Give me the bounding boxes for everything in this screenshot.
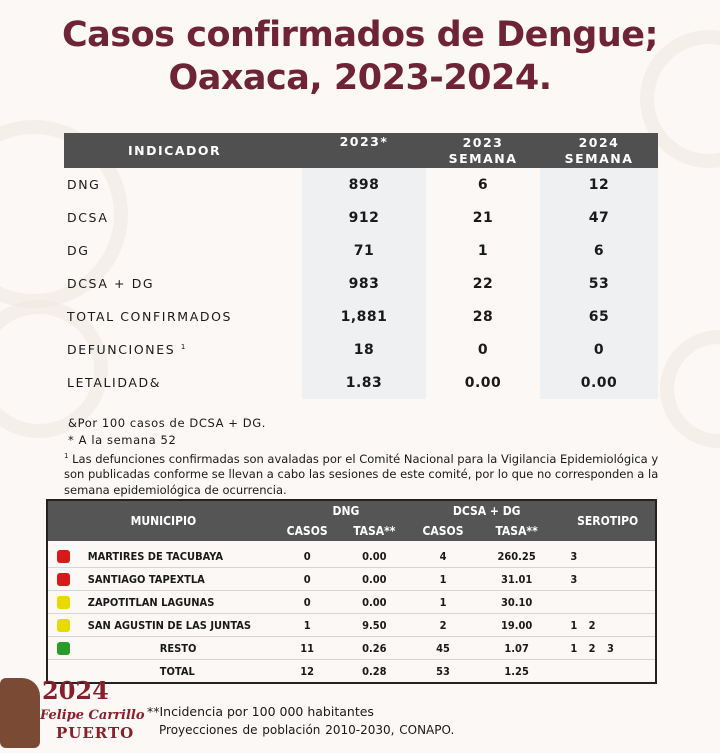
red-status-icon [57, 573, 70, 586]
footnote-incidencia: **Incidencia por 100 000 habitantes [147, 704, 374, 719]
portrait-icon [0, 678, 40, 748]
indicator-label: DNG [67, 177, 101, 192]
table-row [64, 333, 658, 366]
header-2024-year: 2024 [578, 134, 620, 150]
header-2023-total-label: 2023* [339, 134, 389, 149]
dcsa-tasa: 1.07 [473, 637, 560, 660]
serotipo: 1 2 3 [560, 637, 656, 660]
dng-casos: 0 [279, 591, 336, 614]
table-row [47, 545, 656, 568]
value-2023-week: 21 [472, 209, 494, 226]
dng-tasa: 0.00 [336, 568, 414, 591]
dng-casos: 0 [279, 545, 336, 568]
table-row [64, 168, 658, 201]
header-serotipo: SEROTIPO [560, 500, 656, 541]
value-2023-total: 71 [302, 234, 426, 267]
header-2023-year: 2023 [462, 134, 504, 150]
value-2023-week: 6 [477, 176, 489, 193]
serotipo: 3 [560, 545, 656, 568]
value-2024-week: 53 [540, 267, 658, 300]
serotipo [560, 591, 656, 614]
table-row [47, 568, 656, 591]
table-row [64, 267, 658, 300]
serotipo: 3 [560, 568, 656, 591]
table-row [64, 234, 658, 267]
value-2023-total: 983 [302, 267, 426, 300]
defunciones-note-text: Las defunciones confirmadas son avaladas por el Comité Nacional para la Vigilancia Epidemiológica y son publicadas conforme se llevan a cabo las sesiones de este comité, por lo que no corresponden a la semana epidemiológica de ocurrencia. [64, 451, 659, 497]
value-2023-total: 898 [302, 168, 426, 201]
municipio-header-row [47, 500, 656, 521]
value-2023-total: 1.83 [302, 366, 426, 399]
value-2023-total: 18 [302, 333, 426, 366]
red-status-icon [57, 550, 70, 563]
value-2023-week: 22 [472, 275, 494, 292]
title-line-1: Casos confirmados de Dengue; [62, 15, 658, 55]
municipio-name: SANTIAGO TAPEXTLA [80, 568, 279, 591]
value-2024-week: 12 [540, 168, 658, 201]
municipio-name: ZAPOTITLAN LAGUNAS [80, 591, 279, 614]
table-row [47, 614, 656, 637]
indicator-label: DCSA [67, 210, 109, 225]
table-row [64, 201, 658, 234]
dcsa-tasa: 31.01 [473, 568, 560, 591]
header-municipio: MUNICIPIO [47, 500, 279, 541]
municipio-name: SAN AGUSTIN DE LAS JUNTAS [80, 614, 279, 637]
header-dcsa-casos: CASOS [413, 521, 473, 541]
total-dcsa-casos: 53 [436, 664, 450, 678]
dng-casos: 1 [279, 614, 336, 637]
dng-tasa: 0.26 [336, 637, 414, 660]
page-title [0, 14, 720, 100]
footnote-marker: 1 [180, 342, 187, 351]
dng-tasa: 9.50 [336, 614, 414, 637]
value-2024-week: 0.00 [540, 366, 658, 399]
dcsa-casos: 1 [413, 568, 473, 591]
title-line-2: Oaxaca, 2023-2024. [168, 58, 552, 98]
value-2023-week: 0.00 [464, 374, 502, 391]
dcsa-tasa: 19.00 [473, 614, 560, 637]
value-2023-week: 28 [472, 308, 494, 325]
table-row [64, 300, 658, 333]
logo-place: PUERTO [56, 724, 135, 742]
risk-indicator [47, 637, 80, 660]
value-2023-week: 1 [477, 242, 489, 259]
felipe-carrillo-puerto-logo [0, 672, 145, 753]
dcsa-casos: 45 [413, 637, 473, 660]
note-semana: * A la semana 52 [68, 433, 177, 447]
total-serotipo-empty [560, 660, 656, 684]
yellow-status-icon [57, 619, 70, 632]
value-2024-week: 47 [540, 201, 658, 234]
dng-casos: 11 [279, 637, 336, 660]
value-2024-week: 0 [540, 333, 658, 366]
table-row [47, 591, 656, 614]
footnote-marker: 1 [64, 452, 69, 460]
risk-indicator [47, 545, 80, 568]
defunciones-note [64, 449, 664, 498]
indicator-label: DCSA + DG [67, 276, 155, 291]
header-indicador: INDICADOR [64, 133, 302, 168]
header-dcsa-tasa: TASA** [473, 521, 560, 541]
indicator-label: DG [67, 243, 90, 258]
indicator-label: LETALIDAD& [67, 375, 162, 390]
dcsa-casos: 4 [413, 545, 473, 568]
risk-indicator [47, 568, 80, 591]
municipio-table [46, 499, 657, 684]
value-2024-week: 65 [540, 300, 658, 333]
header-2023-week: SEMANA [448, 150, 518, 166]
risk-indicator [47, 614, 80, 637]
header-dng-casos: CASOS [279, 521, 336, 541]
dng-tasa: 0.00 [336, 545, 414, 568]
header-dng: DNG [279, 500, 413, 521]
dcsa-casos: 2 [413, 614, 473, 637]
value-2023-total: 912 [302, 201, 426, 234]
serotipo: 1 2 [560, 614, 656, 637]
header-2023-semana [426, 133, 540, 168]
footnote-proyecciones: Proyecciones de población 2010-2030, CONAPO. [159, 723, 455, 737]
header-dng-tasa: TASA** [336, 521, 414, 541]
table-row [47, 637, 656, 660]
municipio-name: MARTIRES DE TACUBAYA [80, 545, 279, 568]
background-ornament [660, 330, 720, 448]
indicator-table [64, 133, 658, 399]
indicator-table-header [64, 133, 658, 168]
value-2023-total: 1,881 [302, 300, 426, 333]
note-letalidad: &Por 100 casos de DCSA + DG. [68, 416, 267, 430]
header-dcsa-dg: DCSA + DG [413, 500, 560, 521]
table-notes [68, 415, 266, 449]
indicator-label [64, 333, 302, 366]
dcsa-tasa: 260.25 [473, 545, 560, 568]
dcsa-casos: 1 [413, 591, 473, 614]
municipio-name: RESTO [80, 637, 279, 660]
total-dcsa-tasa: 1.25 [504, 664, 529, 678]
logo-year: 2024 [42, 676, 109, 705]
header-2024-week: SEMANA [564, 150, 634, 166]
value-2023-week: 0 [477, 341, 489, 358]
total-dng-casos: 12 [300, 664, 315, 678]
indicator-label: TOTAL CONFIRMADOS [67, 309, 233, 324]
total-label: TOTAL [159, 664, 195, 678]
header-2023-total [302, 133, 426, 168]
indicator-label-text: DEFUNCIONES [67, 342, 176, 357]
yellow-status-icon [57, 596, 70, 609]
header-2024-semana [540, 133, 658, 168]
risk-indicator [47, 591, 80, 614]
dcsa-tasa: 30.10 [473, 591, 560, 614]
dng-tasa: 0.00 [336, 591, 414, 614]
logo-name: Felipe Carrillo [40, 708, 145, 723]
dng-casos: 0 [279, 568, 336, 591]
total-dng-tasa: 0.28 [362, 664, 387, 678]
value-2024-week: 6 [540, 234, 658, 267]
green-status-icon [57, 642, 70, 655]
table-row [64, 366, 658, 399]
